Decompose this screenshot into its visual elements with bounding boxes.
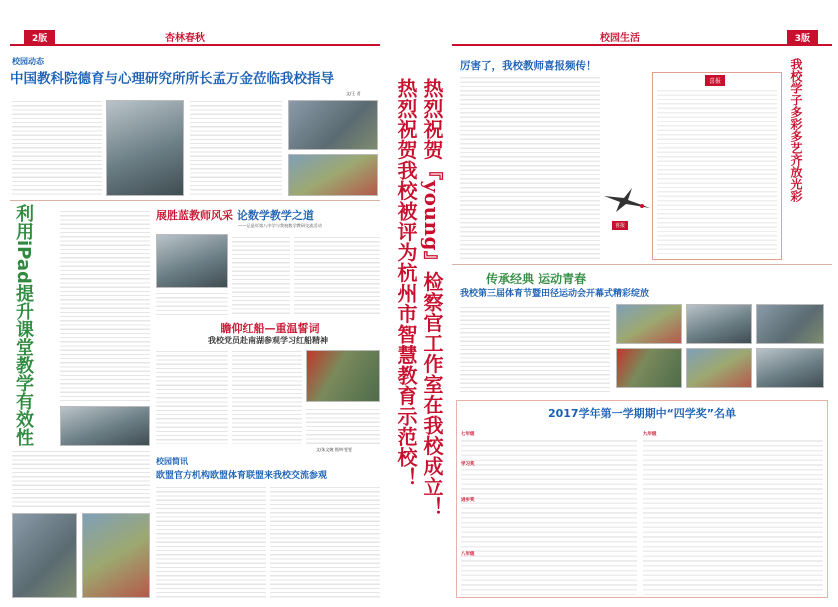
- page-number-right: 3版: [787, 30, 818, 45]
- award-names-right: [643, 437, 823, 595]
- eu-text-b: [270, 484, 380, 598]
- ipad-article-text-b: [12, 448, 150, 508]
- photo-group: [288, 154, 378, 196]
- article-1-text-b: [190, 98, 282, 196]
- bird-illustration: [602, 178, 652, 218]
- photo-meeting: [288, 100, 378, 150]
- redboat-text-b: [232, 348, 302, 444]
- photo-sports-5: [686, 348, 752, 388]
- photo-students-1: [12, 513, 77, 598]
- page-number: 2版: [24, 30, 55, 45]
- teacher-awards-list: [460, 74, 600, 260]
- headline-sports: 传承经典 运动青春: [486, 272, 587, 286]
- campus-news-tag: 校园动态: [12, 57, 44, 66]
- photo-sports-3: [756, 304, 824, 344]
- subhead-red-boat: 我校党员赴南湖参观学习红船精神: [208, 336, 328, 345]
- award-section-1: 七年级: [461, 432, 475, 437]
- article-1-text-a: [12, 98, 102, 196]
- award-section-3: 进步奖: [461, 498, 475, 503]
- exchange-text-b: [294, 234, 380, 316]
- left-page: [10, 28, 380, 600]
- left-page-header: [10, 28, 380, 46]
- subtitle-exchange: ——记是年第八中学与我校数学教研交流活动: [238, 223, 322, 228]
- headline-2b: 论数学教学之道: [236, 209, 314, 222]
- photo-red-flag: [306, 350, 380, 402]
- award-names-left: [461, 437, 637, 595]
- award-section-2: 学习奖: [461, 462, 475, 467]
- photo-classroom: [60, 406, 150, 446]
- divider-right: [452, 264, 832, 265]
- redboat-text-a: [156, 348, 228, 444]
- headline-teacher-awards: 厉害了，我校教师喜报频传！: [460, 60, 597, 72]
- ipad-article-text: [60, 208, 150, 403]
- photo-sports-2: [686, 304, 752, 344]
- award-box-list: [657, 87, 777, 257]
- photo-lecture: [156, 234, 228, 288]
- photo-sports-1: [616, 304, 682, 344]
- right-page: [452, 28, 832, 600]
- redboat-text-c: [306, 406, 380, 444]
- photo-sports-4: [616, 348, 682, 388]
- congrats-young-prosecutor: 热烈祝贺『young』检察官工作室在我校成立！: [420, 78, 444, 518]
- award-section-5: 九年级: [643, 432, 657, 437]
- exchange-text-c: [156, 290, 228, 316]
- award-box: [652, 72, 782, 260]
- headline-meng: 中国教科院德育与心理研究所所长孟万金莅临我校指导: [10, 71, 334, 87]
- divider-1: [10, 200, 380, 201]
- section-name: 杏林春秋: [165, 33, 205, 44]
- section-name-right: 校园生活: [600, 33, 640, 44]
- headline-eu-sports: 欧盟官方机构欧盟体育联盟来我校交流参观: [156, 471, 328, 481]
- center-congratulations: [386, 28, 446, 600]
- headline-four-awards: 2017学年第一学期期中“四学奖”名单: [547, 407, 737, 420]
- award-section-4: 八年级: [461, 552, 475, 557]
- sports-text: [460, 304, 610, 394]
- congrats-smart-education: 热烈祝贺我校被评为杭州市智慧教育示范校！: [394, 78, 418, 488]
- byline-1: 文/王 君: [346, 91, 361, 96]
- exchange-text-a: [232, 234, 290, 316]
- students-vertical-title: 我校学子多彩多艺齐放光彩: [789, 58, 803, 202]
- byline-3: 文/朱文婉 图/叶雯雯: [316, 447, 352, 452]
- brief-tag: 校园简讯: [156, 457, 188, 466]
- photo-sports-6: [756, 348, 824, 388]
- award-badge: 喜报: [705, 75, 725, 86]
- right-page-header: [452, 28, 832, 46]
- four-awards-box: [456, 400, 828, 598]
- photo-visit-rock: [106, 100, 184, 196]
- swallow-icon: [602, 178, 652, 218]
- headline-2a: 展胜蓝教师风采: [156, 209, 233, 222]
- ipad-vertical-title: 利用iPad提升课堂教学有效性: [13, 204, 34, 446]
- photo-students-2: [82, 513, 150, 598]
- eu-text-a: [156, 484, 266, 598]
- subhead-sports: 我校第三届体育节暨田径运动会开幕式精彩绽放: [460, 289, 650, 299]
- headline-red-boat: 瞻仰红船—重温誓词: [220, 322, 320, 335]
- award-badge-bottom: 喜报: [612, 221, 628, 230]
- headline-teacher-exchange: [156, 207, 380, 223]
